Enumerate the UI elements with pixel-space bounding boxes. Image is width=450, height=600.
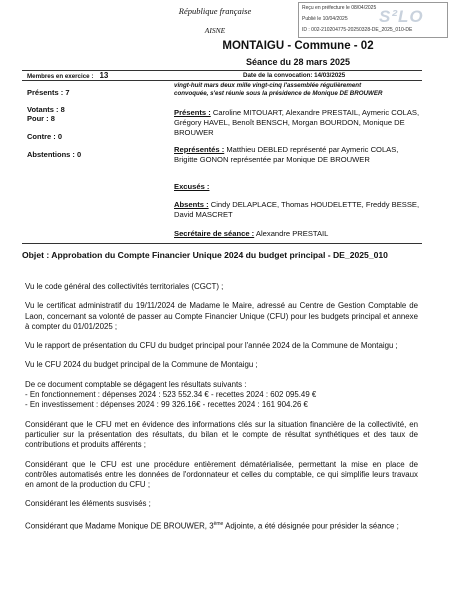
paragraph-rapport: Vu le rapport de présentation du CFU du budget principal pour l'année 2024 de la Commune de Montaigu ; (25, 341, 398, 351)
objet-title: Objet : Approbation du Compte Financier Unique 2024 du budget principal - DE_2025_010 (22, 250, 388, 260)
convocation-intro: vingt-huit mars deux mille vingt-cinq l'assemblée régulièrement convoquée, s'est réunie sous la présidence de Monique DE BROUWER (174, 82, 383, 97)
republique-francaise: République française (178, 6, 252, 16)
votants-count: Votants : 8 (27, 105, 65, 114)
paragraph-certificat: Vu le certificat administratif du 19/11/2024 de Madame le Maire, adressé au Centre de Gestion Comptable de Laon, concernant sa volonté de passer au Compte Financier Unique (CFU) pour les budgets principal et annexe à compter du 01/01/2025 ; (25, 301, 418, 331)
presents-count: Présents : 7 (27, 88, 70, 97)
pour-count: Pour : 8 (27, 114, 55, 123)
prefecture-stamp (298, 2, 448, 38)
paragraph-considerant-presidence: Considérant que Madame Monique DE BROUWER, 3ème Adjointe, a été désignée pour présider la séance ; (25, 520, 399, 531)
objet-divider (22, 243, 422, 244)
paragraph-considerant-elements: Considérant les éléments susvisés ; (25, 499, 151, 509)
departement: AISNE (204, 26, 226, 35)
representes-list: Représentés : Matthieu DEBLED représenté par Aymeric COLAS, Brigitte GONON représentée par Monique DE BROUWER (174, 145, 399, 164)
second-divider (22, 80, 422, 81)
stamp-received: Reçu en préfecture le 08/04/2025 (302, 5, 377, 11)
paragraph-considerant-dematerialisee: Considérant que le CFU est une procédure entièrement dématérialisée, permettant la mise en place de contrôles automatisés entre les données de l'ordonnateur et celles du comptable, ce qui simplifie leurs travaux en amont de la production du CFU ; (25, 459, 418, 490)
excuses-list: Excusés : (174, 182, 210, 191)
paragraph-cfu: Vu le CFU 2024 du budget principal de la Commune de Montaigu ; (25, 360, 258, 370)
convocation-date: Date de la convocation: 14/03/2025 (243, 72, 346, 79)
membres-en-exercice: Membres en exercice : 13 (27, 71, 109, 80)
document-title: MONTAIGU - Commune - 02 (222, 40, 374, 52)
absents-list: Absents : Cindy DELAPLACE, Thomas HOUDELETTE, Freddy BESSE, David MASCRET (174, 200, 420, 219)
session-date: Séance du 28 mars 2025 (245, 57, 351, 67)
stamp-id: ID : 002-210204775-20250328-DE_2025_010-DE (302, 27, 413, 33)
paragraph-considerant-informations: Considérant que le CFU met en évidence des informations clés sur la situation financière de la collectivité, en particulier sur la présentation des résultats, du bilan et le compte de résultat synthétiques et des taux de contributions et produits afférents ; (25, 419, 418, 450)
contre-count: Contre : 0 (27, 132, 63, 141)
abstentions-count: Abstentions : 0 (27, 150, 82, 159)
stamp-published: Publié le 10/04/2025 (302, 16, 348, 22)
paragraph-cgct: Vu le code général des collectivités territoriales (CGCT) ; (25, 282, 224, 291)
slo-logo: S²LO (379, 7, 424, 26)
paragraph-resultats: De ce document comptable se dégagent les résultats suivants : - En fonctionnement : dépenses 2024 : 523 552.34 € - recettes 2024 : 602 095.49 € - En investissement : dépenses 2024 : 99 326.16€ - recettes 2024 : 161 904.26 € (25, 379, 317, 410)
membres-value: 13 (99, 71, 109, 80)
deliberation-body (25, 282, 418, 541)
presents-list: Présents : Caroline MITOUART, Alexandre PRESTAIL, Aymeric COLAS, Grégory HAVEL, Benoît BENSCH, Morgan BOURDON, Monique DE BROUWER (174, 108, 420, 137)
secretaire-de-seance: Secrétaire de séance : Alexandre PRESTAIL (174, 229, 329, 238)
